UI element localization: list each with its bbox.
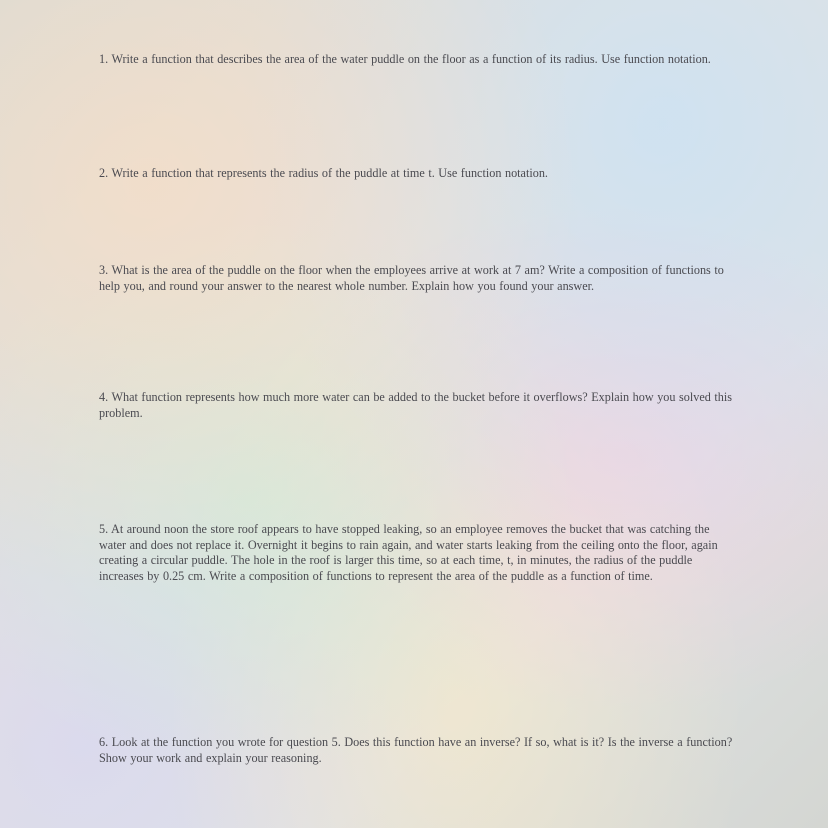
question-6: 6. Look at the function you wrote for question 5. Does this function have an inverse? If so, what is it? Is the inverse a function? Show your work and explain your reasoning. xyxy=(99,735,733,765)
question-2: 2. Write a function that represents the radius of the puddle at time t. Use function notation. xyxy=(99,166,548,180)
question-5: 5. At around noon the store roof appears to have stopped leaking, so an employee removes the bucket that was catching the water and does not replace it. Overnight it begins to rain again, and water starts leaking from the ceiling onto the floor, again creating a circular puddle. The hole in the roof is larger this time, so at each time, t, in minutes, the radius of the puddle increases by 0.25 cm. Write a composition of functions to represent the area of the puddle as a function of time. xyxy=(99,522,718,583)
question-1: 1. Write a function that describes the area of the water puddle on the floor as a function of its radius. Use function notation. xyxy=(99,52,711,66)
question-4: 4. What function represents how much more water can be added to the bucket before it overflows? Explain how you solved this problem. xyxy=(99,390,733,420)
question-3: 3. What is the area of the puddle on the floor when the employees arrive at work at 7 am? Write a composition of functions to help you, and round your answer to the nearest whole number. Explain how you found your answer. xyxy=(99,263,724,293)
